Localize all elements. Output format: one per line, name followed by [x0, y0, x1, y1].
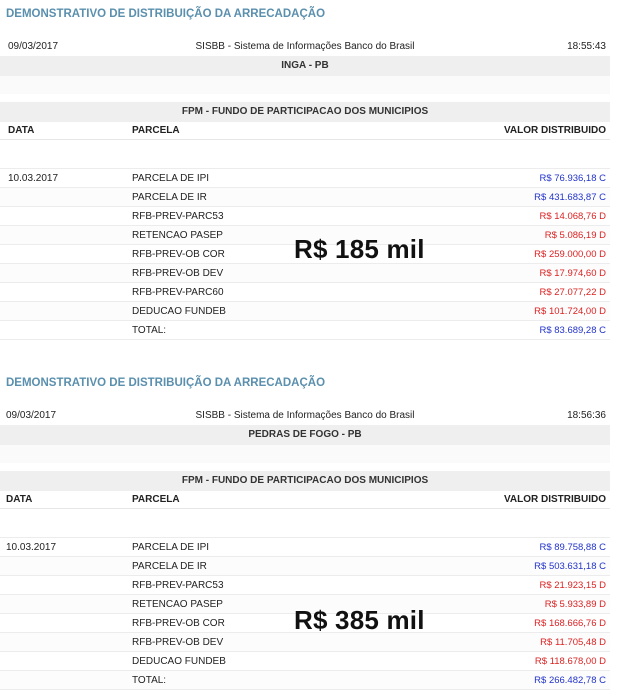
report-time: 18:56:36 [567, 410, 606, 421]
row-date: 10.03.2017 [8, 173, 59, 184]
row-value: R$ 259.000,00 D [534, 249, 606, 260]
row-item: RETENCAO PASEP [132, 599, 223, 610]
row-item: PARCELA DE IR [132, 192, 207, 203]
row-item: TOTAL: [132, 325, 167, 336]
table-row [0, 576, 610, 595]
row-item: PARCELA DE IPI [132, 542, 210, 553]
row-item: DEDUCAO FUNDEB [132, 656, 226, 667]
row-value: R$ 5.933,89 D [544, 599, 606, 610]
row-value: R$ 21.923,15 D [539, 580, 606, 591]
row-item: RFB-PREV-OB DEV [132, 637, 224, 648]
table-row [0, 207, 610, 226]
spacer [0, 463, 610, 471]
row-value: R$ 11.705,48 D [540, 637, 606, 648]
row-value: R$ 266.482,78 C [534, 675, 606, 686]
row-value: R$ 168.666,76 D [534, 618, 606, 629]
row-value: R$ 5.086,19 D [544, 230, 606, 241]
report-header-line [0, 38, 610, 56]
report-header-line [0, 407, 610, 425]
section-title: FPM - FUNDO DE PARTICIPACAO DOS MUNICIPIOS [0, 102, 610, 122]
table-row [0, 264, 610, 283]
spacer [0, 76, 610, 94]
col-date: DATA [6, 494, 33, 505]
report-time: 18:55:43 [567, 41, 606, 52]
table-row [0, 671, 610, 690]
table-row [0, 538, 610, 557]
table-row [0, 557, 610, 576]
municipality-band: PEDRAS DE FOGO - PB [0, 425, 610, 445]
report-date: 09/03/2017 [8, 41, 59, 52]
row-item: DEDUCAO FUNDEB [132, 306, 226, 317]
table-row [0, 169, 610, 188]
row-value: R$ 17.974,60 D [539, 268, 606, 279]
overlay-amount: R$ 185 mil [294, 234, 425, 264]
row-value: R$ 431.683,87 C [534, 192, 606, 203]
row-item: TOTAL: [132, 675, 167, 686]
row-item: RFB-PREV-OB COR [132, 618, 225, 629]
table-row [0, 321, 610, 340]
col-value: VALOR DISTRIBUIDO [503, 494, 606, 505]
report-title: DEMONSTRATIVO DE DISTRIBUIÇÃO DA ARRECADAÇÃO [6, 8, 326, 20]
row-value: R$ 101.724,00 D [534, 306, 606, 317]
report-system: SISBB - Sistema de Informações Banco do Brasil [195, 41, 415, 52]
row-value: R$ 503.631,18 C [534, 561, 606, 572]
table-row [0, 302, 610, 321]
section-title: FPM - FUNDO DE PARTICIPACAO DOS MUNICIPIOS [0, 471, 610, 491]
report-pedras-de-fogo [0, 373, 620, 690]
table-row [0, 188, 610, 207]
row-item: PARCELA DE IR [132, 561, 207, 572]
spacer [0, 140, 610, 169]
row-value: R$ 83.689,28 C [539, 325, 606, 336]
row-item: RFB-PREV-OB DEV [132, 268, 224, 279]
report-title: DEMONSTRATIVO DE DISTRIBUIÇÃO DA ARRECADAÇÃO [6, 377, 326, 389]
row-value: R$ 27.077,22 D [539, 287, 606, 298]
report-inga [0, 4, 620, 340]
spacer [0, 509, 610, 538]
row-value: R$ 14.068,76 D [539, 211, 606, 222]
row-item: PARCELA DE IPI [132, 173, 210, 184]
row-item: RFB-PREV-PARC53 [132, 211, 224, 222]
row-value: R$ 118.678,00 D [534, 656, 606, 667]
column-header [0, 122, 610, 140]
municipality-band: INGA - PB [0, 56, 610, 76]
table-row [0, 283, 610, 302]
spacer [0, 94, 610, 102]
col-item: PARCELA [132, 125, 180, 136]
row-item: RFB-PREV-PARC53 [132, 580, 224, 591]
row-item: RETENCAO PASEP [132, 230, 223, 241]
overlay-amount: R$ 385 mil [294, 605, 425, 635]
row-value: R$ 89.758,88 C [539, 542, 606, 553]
col-value: VALOR DISTRIBUIDO [503, 125, 606, 136]
spacer [0, 445, 610, 463]
col-item: PARCELA [132, 494, 180, 505]
column-header [0, 491, 610, 509]
report-date: 09/03/2017 [6, 410, 57, 421]
table-row [0, 652, 610, 671]
row-item: RFB-PREV-PARC60 [132, 287, 224, 298]
report-system: SISBB - Sistema de Informações Banco do Brasil [195, 410, 415, 421]
row-value: R$ 76.936,18 C [539, 173, 606, 184]
row-date: 10.03.2017 [6, 542, 57, 553]
row-item: RFB-PREV-OB COR [132, 249, 225, 260]
col-date: DATA [8, 125, 35, 136]
